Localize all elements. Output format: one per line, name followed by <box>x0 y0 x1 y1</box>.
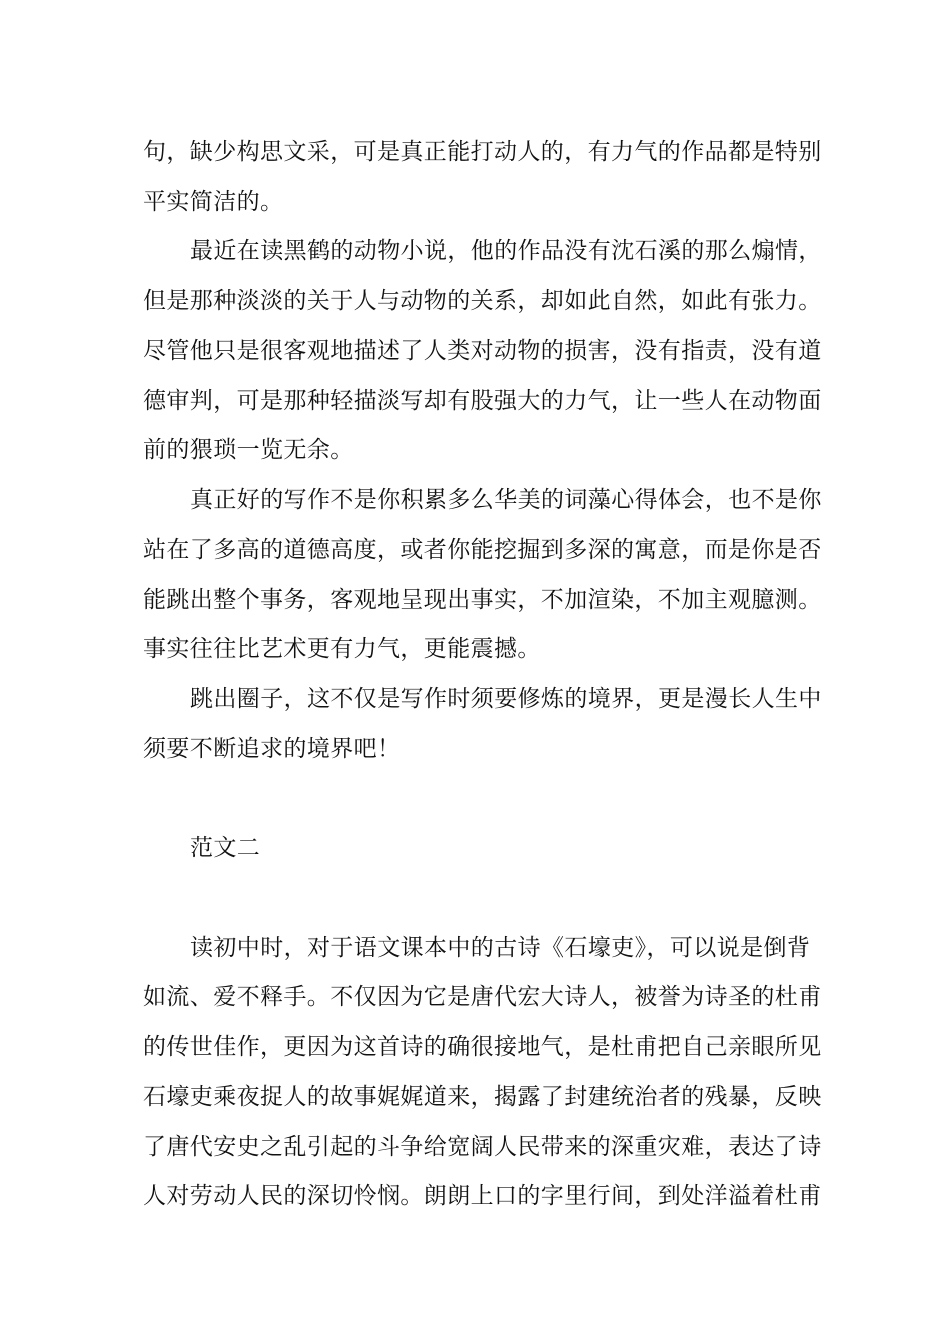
text-line: 跳出圈子，这不仅是写作时须要修炼的境界，更是漫长人生中 <box>190 686 822 712</box>
text-line: 最近在读黑鹤的动物小说，他的作品没有沈石溪的那么煽情， <box>190 238 822 264</box>
text-line: 平实简洁的。 <box>143 189 284 215</box>
text-line: 德审判，可是那种轻描淡写却有股强大的力气，让一些人在动物面 <box>143 388 822 414</box>
text-line: 须要不断追求的境界吧！ <box>143 736 401 762</box>
text-line: 尽管他只是很客观地描述了人类对动物的损害，没有指责，没有道 <box>143 338 822 364</box>
section-heading: 范文二 <box>190 835 261 861</box>
text-line: 能跳出整个事务，客观地呈现出事实，不加渲染，不加主观臆测。 <box>143 587 822 613</box>
text-line: 石壕吏乘夜捉人的故事娓娓道来，揭露了封建统治者的残暴，反映 <box>143 1084 822 1110</box>
text-line: 的传世佳作，更因为这首诗的确很接地气，是杜甫把自己亲眼所见 <box>143 1034 822 1060</box>
text-line: 真正好的写作不是你积累多么华美的词藻心得体会，也不是你 <box>190 487 822 513</box>
text-line: 人对劳动人民的深切怜悯。朗朗上口的字里行间，到处洋溢着杜甫 <box>143 1183 822 1209</box>
text-line: 站在了多高的道德高度，或者你能挖掘到多深的寓意，而是你是否 <box>143 537 822 563</box>
text-line: 但是那种淡淡的关于人与动物的关系，却如此自然，如此有张力。 <box>143 288 822 314</box>
text-line: 如流、爱不释手。不仅因为它是唐代宏大诗人，被誉为诗圣的杜甫 <box>143 984 822 1010</box>
text-line: 读初中时，对于语文课本中的古诗《石壕吏》，可以说是倒背 <box>190 935 811 961</box>
text-line: 事实往往比艺术更有力气，更能震撼。 <box>143 636 541 662</box>
text-line: 了唐代安史之乱引起的斗争给宽阔人民带来的深重灾难，表达了诗 <box>143 1134 822 1160</box>
text-line: 前的猥琐一览无余。 <box>143 437 354 463</box>
text-line: 句，缺少构思文采，可是真正能打动人的，有力气的作品都是特别 <box>143 139 822 165</box>
